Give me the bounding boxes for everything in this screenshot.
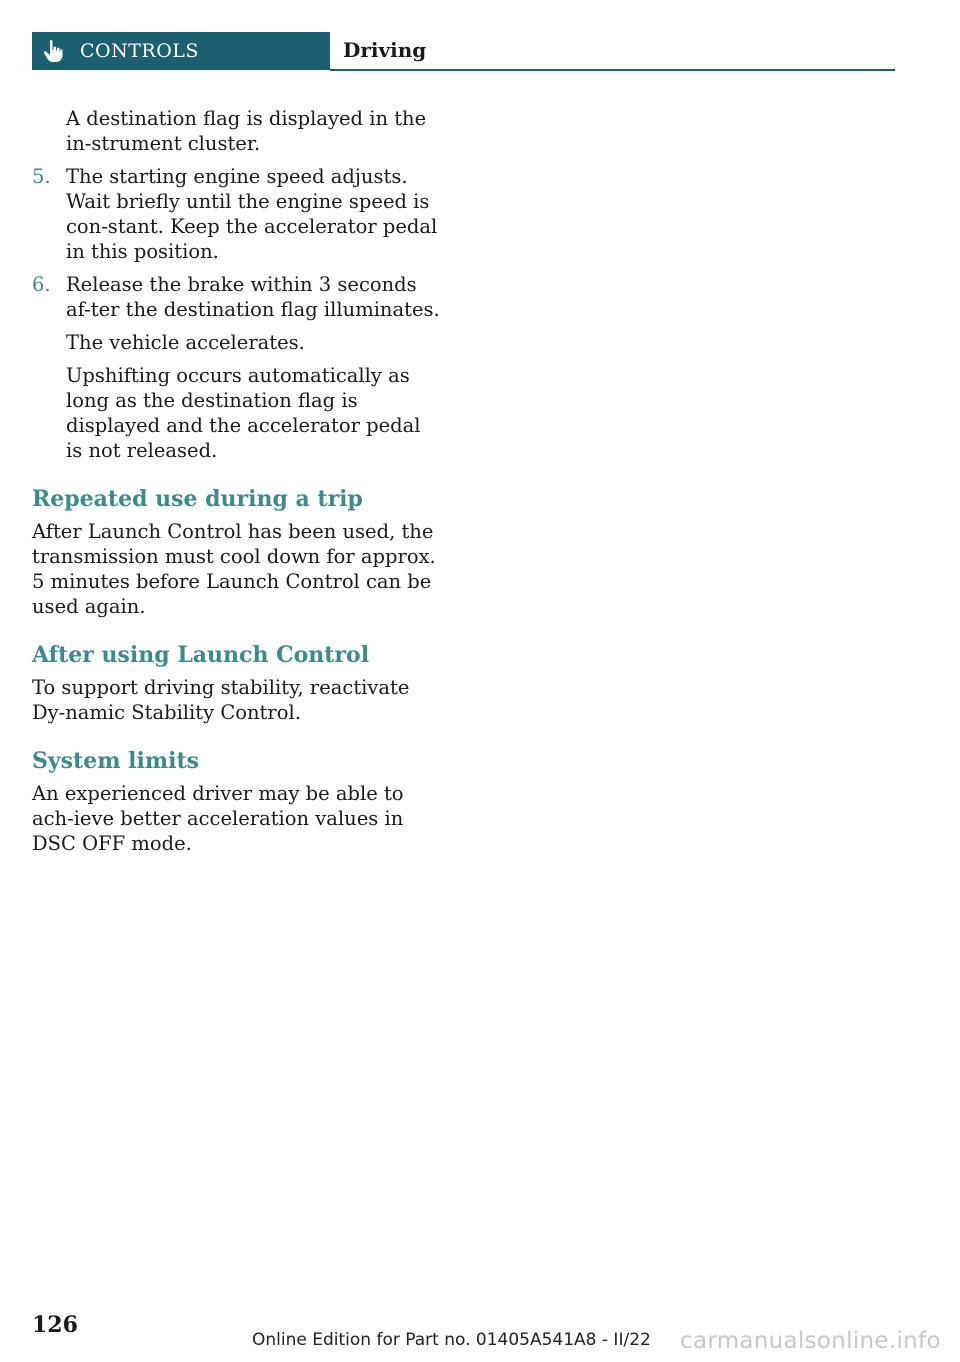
intro-paragraph: A destination flag is displayed in the in-strument cluster. (66, 107, 427, 155)
watermark: carmanualsonline.info (680, 1328, 941, 1354)
edition-footer: Online Edition for Part no. 01405A541A8 - II/22 (252, 1330, 651, 1350)
step-number: 5. (32, 165, 51, 188)
section-text-system-limits: An experienced driver may be able to ach-ieve better acceleration values in DSC OFF mode. (32, 782, 404, 855)
section-text-after-launch-control: To support driving stability, reactivate Dy-namic Stability Control. (32, 676, 410, 724)
header-divider (330, 69, 895, 71)
step-number: 6. (32, 273, 51, 296)
chapter-title: Driving (343, 38, 427, 62)
step-text: The vehicle accelerates. (66, 331, 305, 354)
section-title: CONTROLS (80, 40, 199, 62)
pointing-hand-icon (42, 39, 66, 63)
section-heading-after-launch-control: After using Launch Control (32, 642, 370, 668)
page-number: 126 (32, 1312, 78, 1338)
section-heading-system-limits: System limits (32, 748, 200, 774)
step-body (66, 164, 442, 264)
page-content (32, 106, 442, 864)
step-text: The starting engine speed adjusts. Wait briefly until the engine speed is con-stant. Keep the accelerator pedal in this position. (66, 165, 438, 263)
list-item (32, 164, 442, 264)
step-body (66, 272, 442, 463)
section-heading-repeated-use: Repeated use during a trip (32, 486, 363, 512)
list-item (32, 272, 442, 463)
step-text: Release the brake within 3 seconds af-ter the destination flag illuminates. (66, 273, 440, 321)
step-text: Upshifting occurs automatically as long as the destination flag is displayed and the accelerator pedal is not released. (66, 364, 421, 462)
section-text-repeated-use: After Launch Control has been used, the transmission must cool down for approx. 5 minutes before Launch Control can be used again. (32, 520, 436, 618)
section-header-bar (32, 32, 330, 70)
